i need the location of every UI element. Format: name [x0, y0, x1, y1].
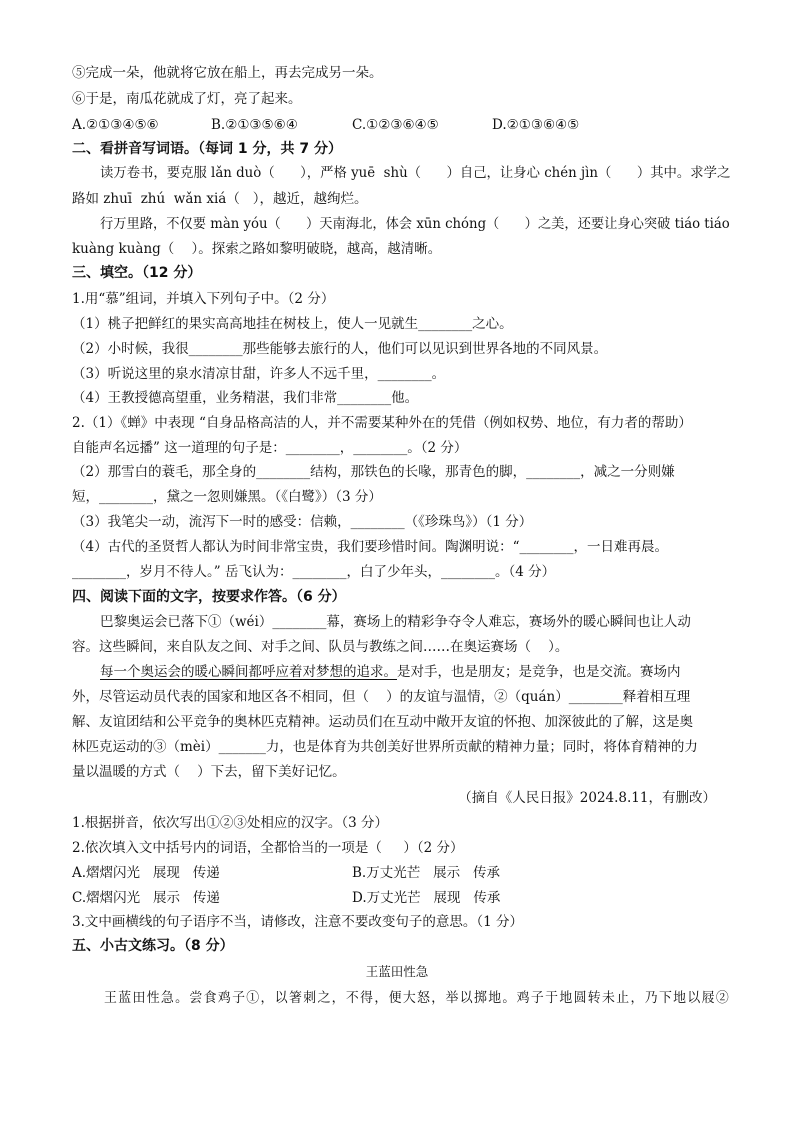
option-c: C.①②③⑥④⑤	[352, 117, 439, 133]
sentence-step-6: ⑥于是，南瓜花就成了灯，亮了起来。	[72, 91, 302, 107]
fill-line: （2）小时候，我很________那些能够去旅行的人，他们可以见识到世界各地的不同风景。	[72, 341, 608, 357]
section-5-heading: 五、小古文练习。（8 分）	[72, 938, 234, 954]
option-c: C.熠熠闪光 展示 传递	[72, 890, 220, 906]
passage-text: 是对手，也是朋友；是竞争，也是交流。赛场内	[397, 664, 681, 680]
classical-text-line: 王蓝田性急。尝食鸡子①，以箸刺之，不得，便大怒，举以掷地。鸡子于地圆转未止，乃下地以屐②	[104, 990, 731, 1006]
option-a: A.②①③④⑤⑥	[72, 117, 159, 133]
sentence-step-5: ⑤完成一朵，他就将它放在船上，再去完成另一朵。	[72, 65, 383, 81]
fill-line: 1.用“慕”组词，并填入下列句子中。（2 分）	[72, 291, 335, 307]
option-a: A.熠熠闪光 展现 传递	[72, 865, 220, 881]
option-d: D.②①③⑥④⑤	[492, 117, 580, 133]
pinyin-line: 行万里路，不仅要 màn yóu（ ）天南海北，体会 xūn chóng（ ）之美，还要让身心突破 tiáo tiáo	[100, 216, 730, 232]
pinyin-line: kuàng kuàng（ ）。探索之路如黎明破晓，越高，越清晰。	[72, 241, 442, 257]
fill-line: （3）我笔尖一动，流泻下一时的感受：信赖，________（《珍珠鸟》）（1 分）	[72, 514, 533, 530]
passage-line: 解、友谊团结和公平竞争的奥林匹克精神。运动员们在互动中敞开友谊的怀抱、加深彼此的了解，这是奥	[72, 714, 693, 730]
passage-source: （摘自《人民日报》2024.8.11，有删改）	[458, 790, 716, 806]
passage-line	[100, 663, 681, 681]
passage-line: 外，尽管运动员代表的国家和地区各不相同，但（ ）的友谊与温情，②（quán）________释着相互理	[72, 689, 691, 705]
passage-line: 量以温暖的方式（ ）下去，留下美好记忆。	[72, 764, 346, 780]
fill-line: （1）桃子把鲜红的果实高高地挂在树枝上，使人一见就生________之心。	[72, 316, 513, 332]
fill-line: ________，岁月不待人。” 岳飞认为：________，白了少年头，________。（4 分）	[72, 564, 556, 580]
section-3-heading: 三、填空。（12 分）	[72, 265, 202, 281]
option-b: B.②①③⑤⑥④	[211, 117, 298, 133]
question-3: 3.文中画横线的句子语序不当，请修改，注意不要改变句子的意思。（1 分）	[72, 914, 524, 930]
passage-line: 林匹克运动的③（mèi）_______力，也是体育为共创美好世界所贡献的精神力量；同时，将体育精神的力	[72, 739, 698, 755]
option-d: D.万丈光芒 展现 传承	[352, 890, 501, 906]
section-2-heading: 二、看拼音写词语。（每词 1 分，共 7 分）	[72, 141, 342, 157]
classical-text-title: 王蓝田性急	[365, 964, 429, 979]
fill-line: （3）听说这里的泉水清凉甘甜，许多人不远千里，________。	[72, 366, 446, 382]
passage-line: 巴黎奥运会已落下①（wéi）________幕，赛场上的精彩争夺令人难忘，赛场外的暖心瞬间也让人动	[100, 614, 691, 630]
pinyin-line: 读万卷书，要克服 lǎn duò（ ），严格 yuē shù（ ）自己，让身心 chén jìn（ ）其中。求学之	[100, 165, 731, 181]
underlined-sentence: 每一个奥运会的暖心瞬间都呼应着对梦想的追求。	[100, 664, 397, 680]
fill-line: 2.（1）《蝉》中表现 “自身品格高洁的人，并不需要某种外在的凭借（例如权势、地位，有力者的帮助）	[72, 415, 692, 431]
pinyin-line: 路如 zhuī zhú wǎn xiá（ ），越近，越绚烂。	[72, 191, 368, 207]
question-1: 1.根据拼音，依次写出①②③处相应的汉字。（3 分）	[72, 815, 389, 831]
fill-line: （4）王教授德高望重，业务精湛，我们非常________他。	[72, 390, 419, 406]
option-b: B.万丈光芒 展示 传承	[352, 865, 500, 881]
fill-line: （2）那雪白的蓑毛，那全身的________结构，那铁色的长喙，那青色的脚，________，减之一分则嫌	[72, 464, 675, 480]
passage-line: 容。这些瞬间，来自队友之间、对手之间、队员与教练之间……在奥运赛场（ ）。	[72, 639, 569, 655]
fill-line: 自能声名远播” 这一道理的句子是：________，________。（2 分）	[72, 440, 468, 456]
fill-line: （4）古代的圣贤哲人都认为时间非常宝贵，我们要珍惜时间。陶渊明说：“________，一日难再晨。	[72, 539, 668, 555]
section-4-heading: 四、阅读下面的文字，按要求作答。（6 分）	[72, 589, 346, 605]
fill-line: 短，________，黛之一忽则嫌黑。（《白鹭》）（3 分）	[72, 489, 382, 505]
question-2: 2.依次填入文中括号内的词语，全都恰当的一项是（ ）（2 分）	[72, 840, 464, 856]
